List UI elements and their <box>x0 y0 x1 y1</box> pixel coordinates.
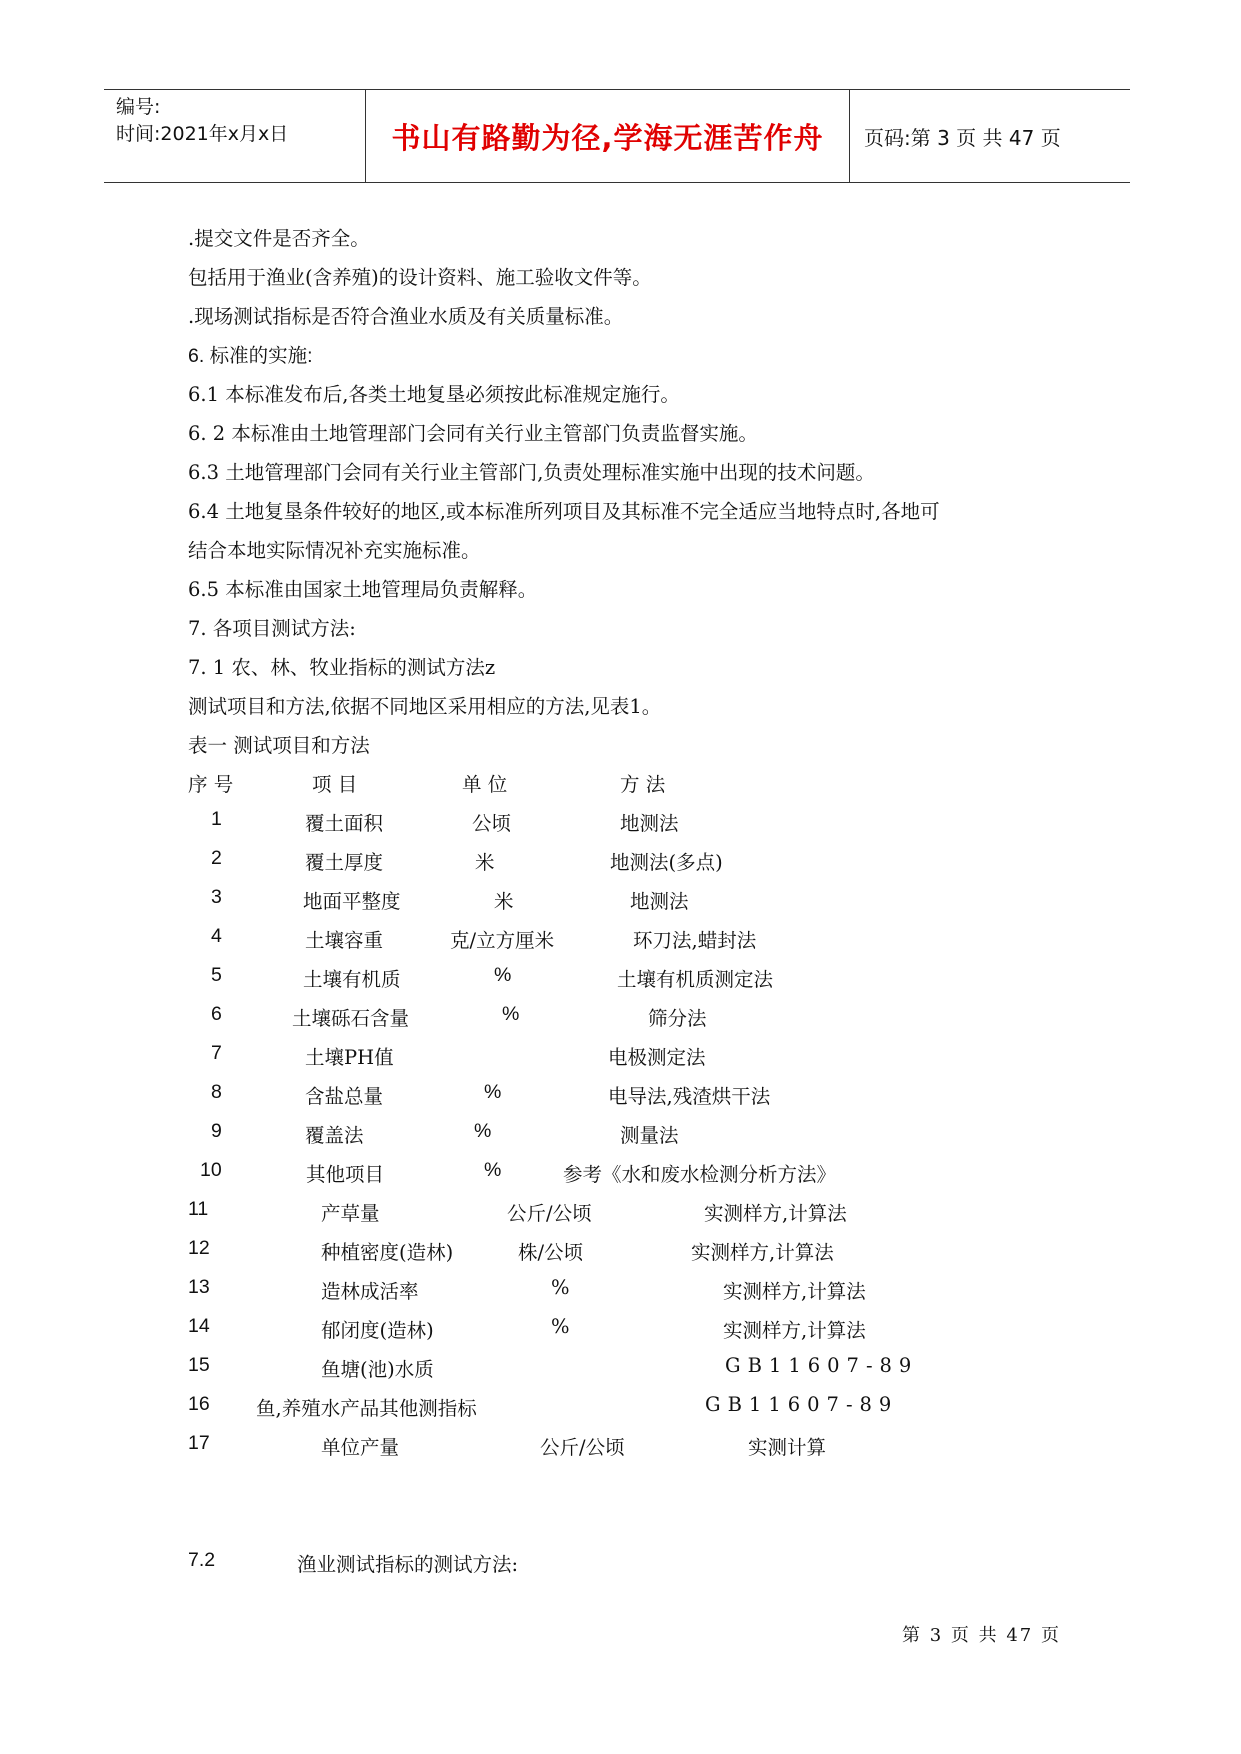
row-item: 土壤PH值 <box>305 1046 394 1069</box>
row-method: 实测计算 <box>748 1436 827 1459</box>
row-method: 电极测定法 <box>608 1046 706 1069</box>
row-unit: % <box>551 1276 570 1299</box>
time-label: 时间:2021年x月x日 <box>116 123 289 145</box>
page-footer: 第 3 页 共 47 页 <box>902 1625 1061 1646</box>
paragraph-line: 6.4 土地复垦条件较好的地区,或本标准所列项目及其标准不完全适应当地特点时,各地可 <box>188 500 940 523</box>
row-number: 3 <box>211 886 222 908</box>
row-unit: 米 <box>475 851 495 874</box>
row-item: 种植密度(造林) <box>321 1241 454 1264</box>
row-method: 实测样方,计算法 <box>723 1319 866 1342</box>
table-header-cell: 方 法 <box>620 773 666 796</box>
paragraph-line: .现场测试指标是否符合渔业水质及有关质量标准。 <box>188 305 624 328</box>
paragraph-line: 结合本地实际情况补充实施标准。 <box>188 539 481 562</box>
row-method: 地测法(多点) <box>610 851 723 874</box>
row-unit: 米 <box>494 890 514 913</box>
row-item: 覆盖法 <box>305 1124 364 1147</box>
paragraph-line: 6.3 土地管理部门会同有关行业主管部门,负责处理标准实施中出现的技术问题。 <box>188 461 875 484</box>
row-unit: % <box>474 1120 492 1142</box>
row-item: 产草量 <box>321 1202 380 1225</box>
row-method: 地测法 <box>630 890 689 913</box>
row-number: 4 <box>211 925 222 947</box>
header-page-number: 页码:第 3 页 共 47 页 <box>864 125 1061 150</box>
row-number: 13 <box>188 1276 210 1298</box>
row-unit: 公斤/公顷 <box>507 1202 592 1225</box>
section-heading: 7. 各项目测试方法: <box>188 617 356 640</box>
row-method: 地测法 <box>620 812 679 835</box>
row-method: 土壤有机质测定法 <box>617 968 774 991</box>
paragraph-line: .提交文件是否齐全。 <box>188 227 370 250</box>
row-item: 土壤容重 <box>305 929 384 952</box>
row-number: 14 <box>188 1315 210 1337</box>
row-item: 土壤有机质 <box>303 968 401 991</box>
row-item: 覆土厚度 <box>305 851 384 874</box>
paragraph-line: 6.5 本标准由国家土地管理局负责解释。 <box>188 578 538 601</box>
row-number: 12 <box>188 1237 210 1259</box>
section-title: 渔业测试指标的测试方法: <box>297 1553 519 1576</box>
paragraph-line: 6.1 本标准发布后,各类土地复垦必须按此标准规定施行。 <box>188 383 680 406</box>
paragraph-line: 测试项目和方法,依据不同地区采用相应的方法,见表1。 <box>188 695 662 718</box>
row-method: 参考《水和废水检测分析方法》 <box>563 1163 837 1186</box>
row-unit: 克/立方厘米 <box>450 929 555 952</box>
paragraph-line: 7. 1 农、林、牧业指标的测试方法z <box>188 656 496 679</box>
row-unit: % <box>502 1003 520 1025</box>
row-number: 15 <box>188 1354 210 1376</box>
paragraph-line: 6. 2 本标准由土地管理部门会同有关行业主管部门负责监督实施。 <box>188 422 758 445</box>
header-divider <box>849 90 850 182</box>
row-number: 6 <box>211 1003 222 1025</box>
row-method: GB11607-89 <box>725 1354 919 1377</box>
header-slogan: 书山有路勤为径,学海无涯苦作舟 <box>391 120 824 155</box>
row-number: 10 <box>200 1159 222 1181</box>
paragraph-line: 包括用于渔业(含养殖)的设计资料、施工验收文件等。 <box>188 266 652 289</box>
row-item: 造林成活率 <box>321 1280 419 1303</box>
table-header-cell: 序 号 <box>188 773 234 796</box>
row-number: 1 <box>211 808 222 830</box>
row-item: 鱼塘(池)水质 <box>321 1358 434 1381</box>
row-unit: 公斤/公顷 <box>540 1436 625 1459</box>
header-meta <box>116 94 288 148</box>
row-unit: % <box>484 1159 502 1181</box>
row-method: 筛分法 <box>648 1007 707 1030</box>
row-number: 8 <box>211 1081 222 1103</box>
row-number: 7 <box>211 1042 222 1064</box>
row-unit: 株/公顷 <box>518 1241 584 1264</box>
row-method: 实测样方,计算法 <box>723 1280 866 1303</box>
row-number: 2 <box>211 847 222 869</box>
row-method: GB11607-89 <box>705 1393 899 1416</box>
row-item: 其他项目 <box>306 1163 385 1186</box>
table-caption: 表一 测试项目和方法 <box>188 734 370 757</box>
row-item: 鱼,养殖水产品其他测指标 <box>256 1397 477 1420</box>
row-method: 实测样方,计算法 <box>704 1202 847 1225</box>
row-unit: % <box>484 1081 502 1103</box>
table-header-cell: 项 目 <box>312 773 358 796</box>
row-item: 土壤砾石含量 <box>292 1007 410 1030</box>
row-method: 实测样方,计算法 <box>691 1241 834 1264</box>
row-item: 含盐总量 <box>305 1085 384 1108</box>
row-unit: 公顷 <box>472 812 512 835</box>
row-item: 郁闭度(造林) <box>321 1319 434 1342</box>
row-number: 5 <box>211 964 222 986</box>
table-header-cell: 单 位 <box>462 773 508 796</box>
page-header <box>104 89 1130 183</box>
row-number: 9 <box>211 1120 222 1142</box>
row-item: 覆土面积 <box>305 812 384 835</box>
row-unit: % <box>494 964 512 986</box>
row-item: 地面平整度 <box>303 890 401 913</box>
row-method: 环刀法,蜡封法 <box>633 929 757 952</box>
row-method: 测量法 <box>620 1124 679 1147</box>
row-number: 17 <box>188 1432 210 1454</box>
row-method: 电导法,残渣烘干法 <box>608 1085 771 1108</box>
row-number: 11 <box>188 1198 209 1220</box>
section-heading: 6. 标准的实施: <box>188 345 313 367</box>
row-unit: % <box>551 1315 570 1338</box>
row-item: 单位产量 <box>321 1436 400 1459</box>
row-number: 16 <box>188 1393 210 1415</box>
section-number: 7.2 <box>188 1549 216 1571</box>
serial-label: 编号: <box>116 96 161 118</box>
